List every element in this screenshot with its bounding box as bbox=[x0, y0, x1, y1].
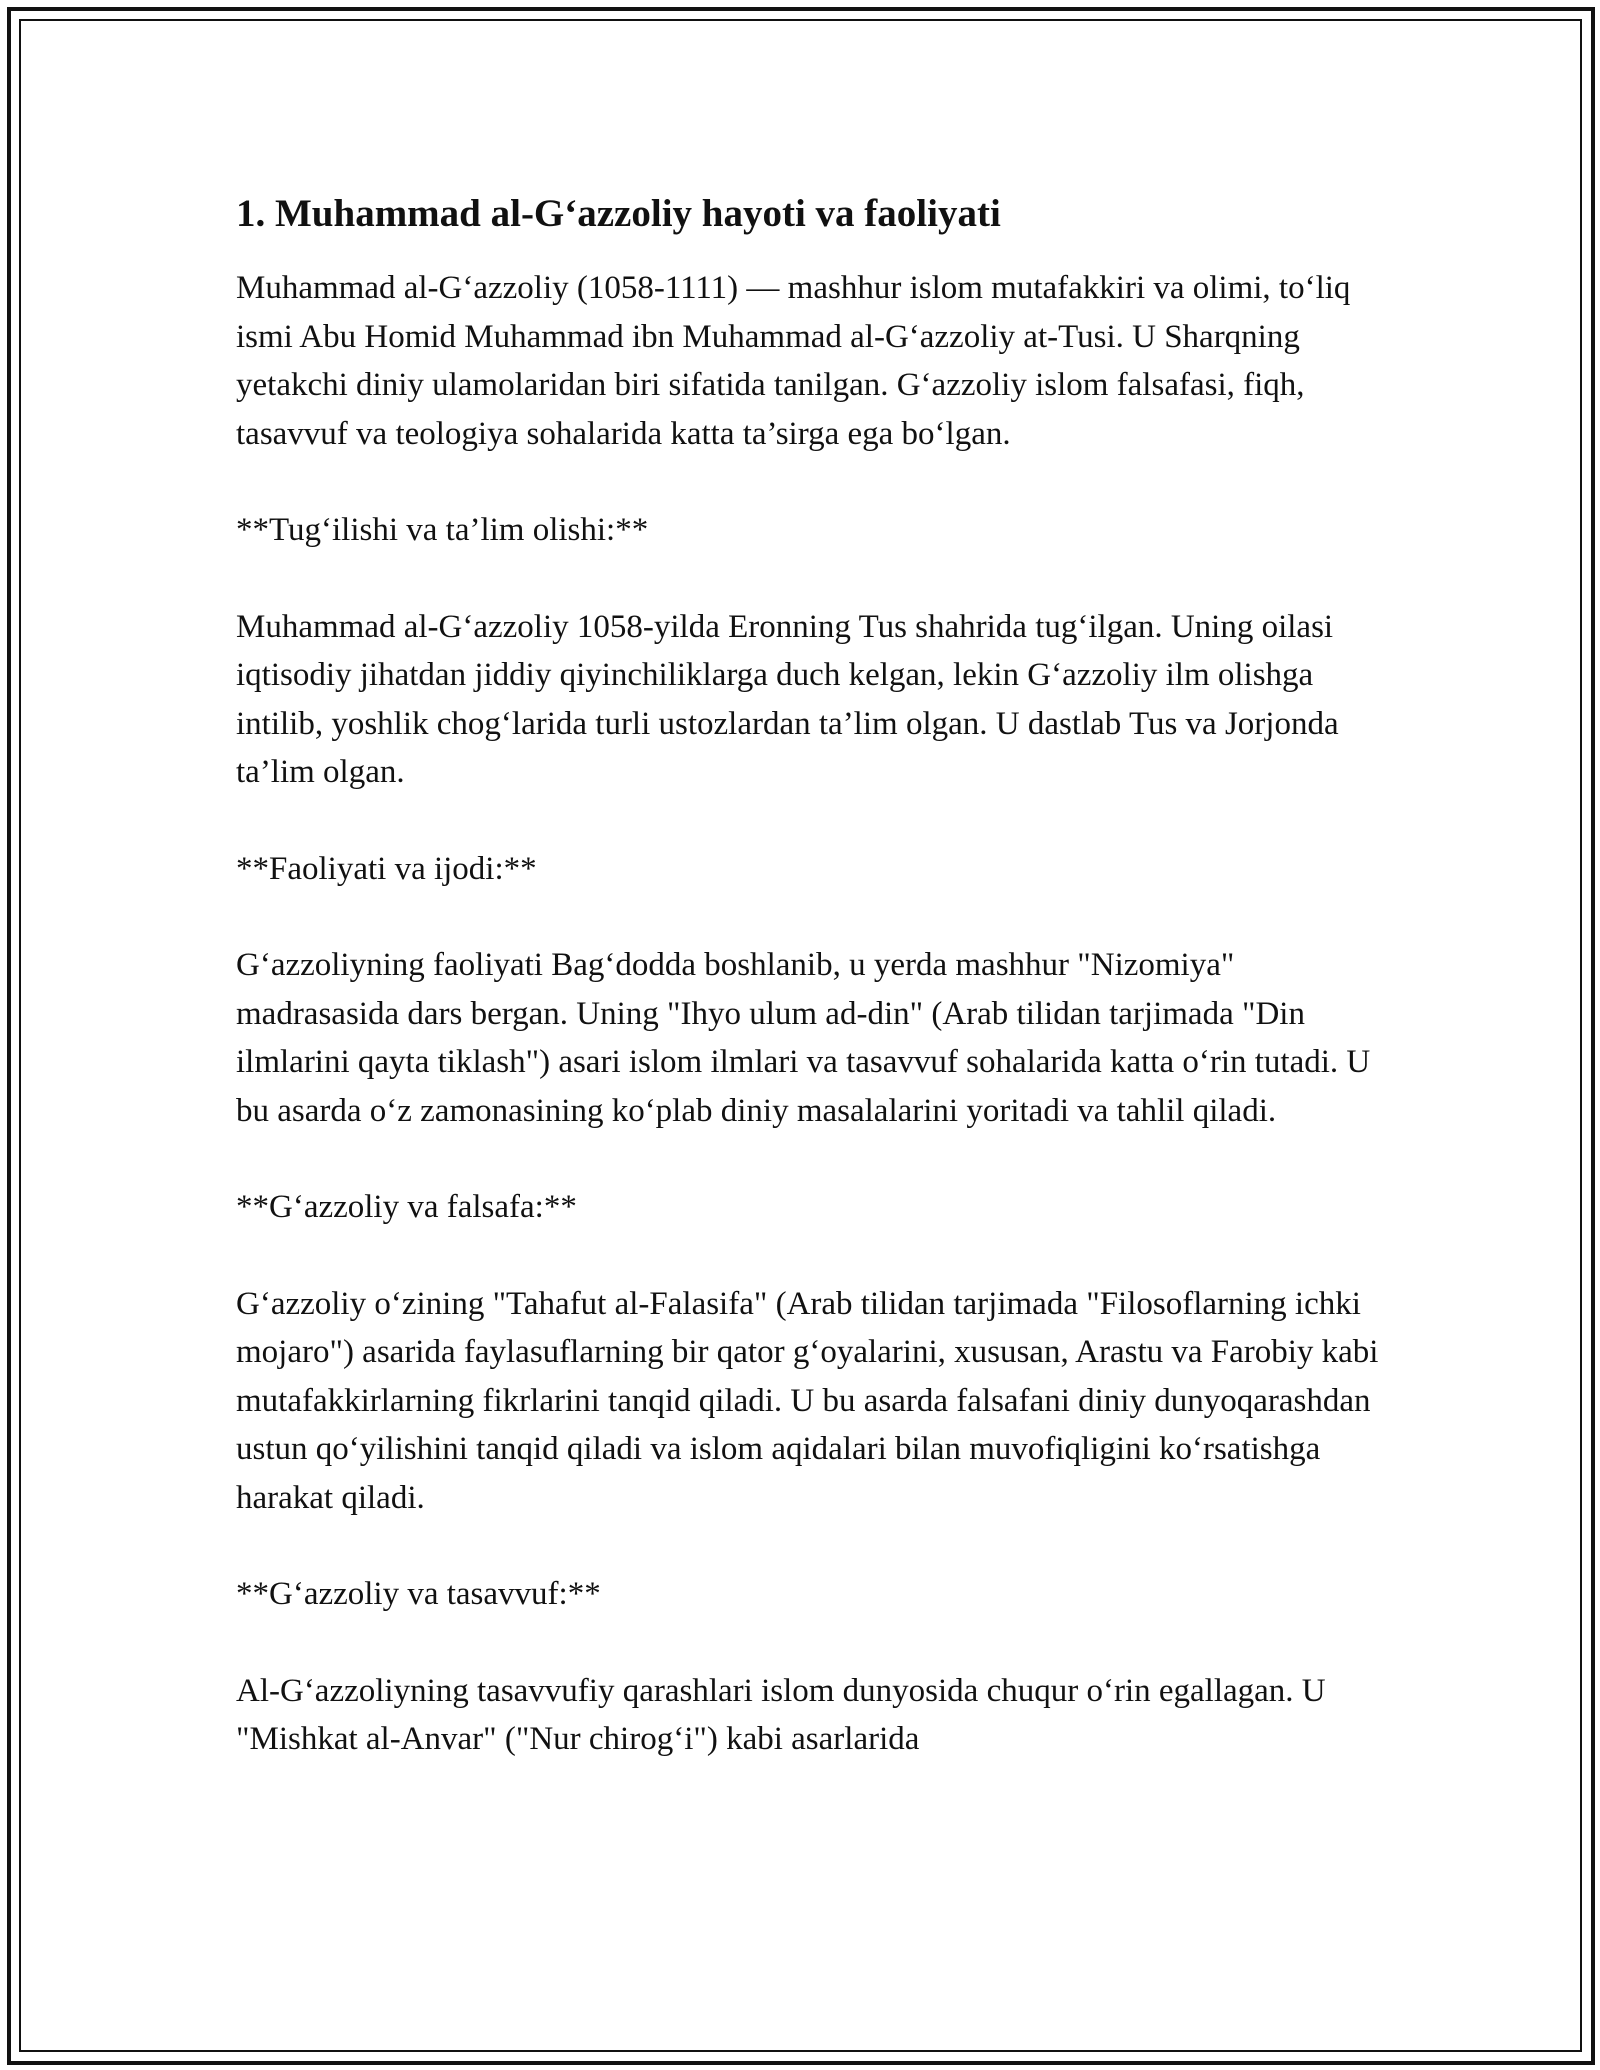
document-body bbox=[236, 186, 1386, 1764]
intro-paragraph: Muhammad al-G‘azzoliy (1058-1111) — mashhur islom mutafakkiri va olimi, to‘liq ismi Abu Homid Muhammad ibn Muhammad al-G‘azzoliy at-Tusi. U Sharqning yetakchi diniy ulamolaridan biri sifatida tanilgan. G‘azzoliy islom falsafasi, fiqh, tasavvuf va teologiya sohalarida katta ta’sirga ega bo‘lgan. bbox=[236, 270, 1351, 452]
sufism-paragraph: Al-G‘azzoliyning tasavvufiy qarashlari islom dunyosida chuqur o‘rin egallagan. U "Mishkat al-Anvar" ("Nur chirog‘i") kabi asarlarida bbox=[236, 1672, 1326, 1757]
philosophy-paragraph: G‘azzoliy o‘zining "Tahafut al-Falasifa" (Arab tilidan tarjimada "Filosoflarning ichki mojaro") asarida faylasuflarning bir qator g‘oyalarini, xususan, Arastu va Farobiy kabi mutafakkirlarning fikrlarini tanqid qiladi. U bu asarda falsafani diniy dunyoqarashdan ustun qo‘yilishini tanqid qiladi va islom aqidalari bilan muvofiqligini ko‘rsatishga harakat qiladi. bbox=[236, 1285, 1379, 1516]
subheading-birth-education: **Tug‘ilishi va ta’lim olishi:** bbox=[236, 512, 649, 548]
subheading-philosophy: **G‘azzoliy va falsafa:** bbox=[236, 1189, 577, 1225]
subheading-sufism: **G‘azzoliy va tasavvuf:** bbox=[236, 1576, 601, 1612]
birth-education-paragraph: Muhammad al-G‘azzoliy 1058-yilda Eronning Tus shahrida tug‘ilgan. Uning oilasi iqtisodiy jihatdan jiddiy qiyinchiliklarga duch kelgan, lekin G‘azzoliy ilm olishga intilib, yoshlik chog‘larida turli ustozlardan ta’lim olgan. U dastlab Tus va Jorjonda ta’lim olgan. bbox=[236, 608, 1339, 790]
section-title: 1. Muhammad al-G‘azzoliy hayoti va faoliyati bbox=[236, 192, 1001, 235]
activity-works-paragraph: G‘azzoliyning faoliyati Bag‘dodda boshlanib, u yerda mashhur "Nizomiya" madrasasida dars bergan. Uning "Ihyo ulum ad-din" (Arab tilidan tarjimada "Din ilmlarini qayta tiklash") asari islom ilmlari va tasavvuf sohalarida katta o‘rin tutadi. U bu asarda o‘z zamonasining ko‘plab diniy masalalarini yoritadi va tahlil qiladi. bbox=[236, 947, 1371, 1129]
subheading-activity-works: **Faoliyati va ijodi:** bbox=[236, 850, 537, 887]
